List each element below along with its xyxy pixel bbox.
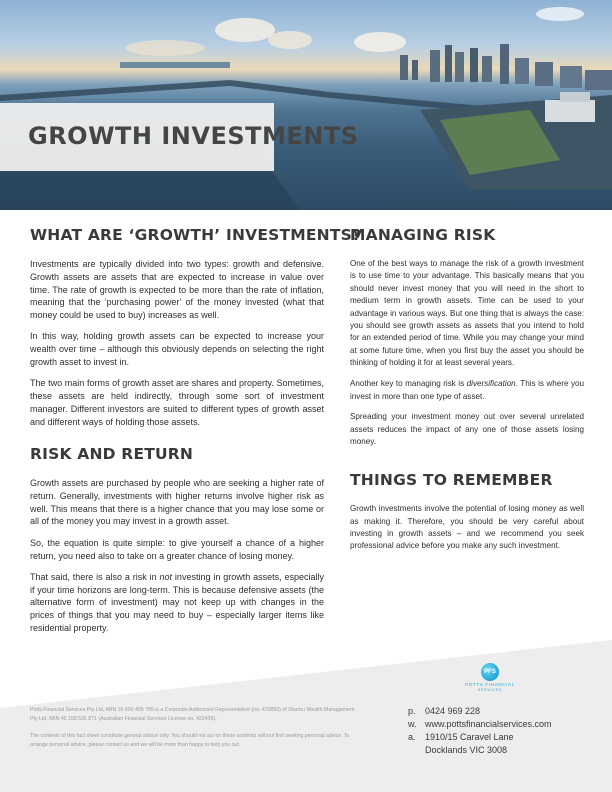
contact-address-2 <box>408 744 552 757</box>
page-title: GROWTH INVESTMENTS <box>28 122 359 150</box>
paragraph: Growth investments involve the potential of losing money as well as making it. Therefore, you should be very careful about investing in growth assets – and we recommend you seek professional advice before you make any such investment. <box>350 504 584 551</box>
address-line: 1910/15 Caravel Lane <box>425 732 514 742</box>
paragraph: Spreading your investment money out over several unrelated assets reduces the impact of any one of those assets losing money. <box>350 412 584 447</box>
contact-key: a. <box>408 732 416 742</box>
disclaimer-general-advice: The contents of this fact sheet constitute general advice only. You should not act on these contents without first seeking personal advice. To arrange personal advice, please contact us and we will be more than happy to help you out. <box>30 733 350 748</box>
section-heading-managing-risk: MANAGING RISK <box>350 226 496 244</box>
left-column <box>30 222 362 643</box>
contact-website <box>408 718 552 731</box>
phone-number[interactable]: 0424 969 228 <box>425 706 481 716</box>
emphasis: diversification <box>466 379 516 389</box>
paragraph: Growth assets are purchased by people who are seeking a higher rate of return. Generally, investments with higher returns involve higher risk as well. This means that there is a higher chance that you may lose some or all of the money you may invest in a growth asset. <box>30 478 324 527</box>
address-line: Docklands VIC 3008 <box>425 745 508 755</box>
text-run: Another key to managing risk is <box>350 379 467 389</box>
contact-key <box>408 744 425 757</box>
paragraph: So, the equation is quite simple: to give yourself a chance of a higher return, you need also to take on a greater chance of losing money. <box>30 537 324 561</box>
disclaimer-license: Potts Financial Services Pty Ltd, ABN 16 600 409 785 is a Corporate Authorised Representative (no. 470850) of Shartru Wealth Management Pty Ltd, ABN 45 158 536 871 (Australian Financial Services License no. 422409). <box>30 707 355 722</box>
right-column <box>350 222 584 561</box>
logo-subtitle: SERVICES <box>477 688 503 692</box>
section-heading-things-to-remember: THINGS TO REMEMBER <box>350 471 553 490</box>
hero-banner-image <box>0 0 612 210</box>
title-box <box>0 103 359 171</box>
text-run: That said, there is also a risk in <box>30 571 160 582</box>
text-run: investing in growth assets, especially if your time horizons are long-term. This is because defensive assets (the alternative form of investment) may not keep up with changes in the prices of things that you may need to buy – especially larger items like residential property. <box>30 571 324 634</box>
contact-key: w. <box>408 719 417 729</box>
emphasis: not <box>159 571 173 582</box>
paragraph <box>350 378 584 403</box>
paragraph: Investments are typically divided into two types: growth and defensive. Growth assets are assets that are expected to increase in value over time. The rate of growth is expected to be more than the rate of inflation, meaning that the ‘purchasing power’ of the money invested (what that money could be used to buy) increases as well. <box>30 259 324 321</box>
logo-name: POTTS FINANCIAL <box>465 682 515 687</box>
text-run: . This is where you invest in more than one type of asset. <box>350 379 584 401</box>
paragraph: One of the best ways to manage the risk of a growth investment is to use time to your advantage. This basically means that you should never invest money that you will need in the short to medium term in growth assets. Time can be used to your advantage in various ways. But one thing that is always the case: you should see growth assets as assets that you intend to hold for an extended period of time. While you may change your mind at some future time, when you first buy the asset you should be thinking of holding it for at least several years. <box>350 259 584 368</box>
logo-mark: PFS <box>481 663 499 681</box>
paragraph: In this way, holding growth assets can be expected to increase your wealth over time – although this obviously depends on selecting the right growth asset to invest in. <box>30 331 324 368</box>
contact-key: p. <box>408 706 416 716</box>
company-logo <box>460 663 520 697</box>
section-heading-growth-investments: WHAT ARE ‘GROWTH’ INVESTMENTS? <box>30 226 362 244</box>
website-link[interactable]: www.pottsfinancialservices.com <box>425 719 552 729</box>
contact-details <box>408 705 552 757</box>
section-heading-risk-and-return: RISK AND RETURN <box>30 445 194 464</box>
contact-phone <box>408 705 552 718</box>
paragraph: The two main forms of growth asset are shares and property. Sometimes, these assets are held indirectly, through some sort of investment manager. Different investors are suited to different types of growth asset and different ways of holding those assets. <box>30 378 324 427</box>
contact-address <box>408 731 552 744</box>
